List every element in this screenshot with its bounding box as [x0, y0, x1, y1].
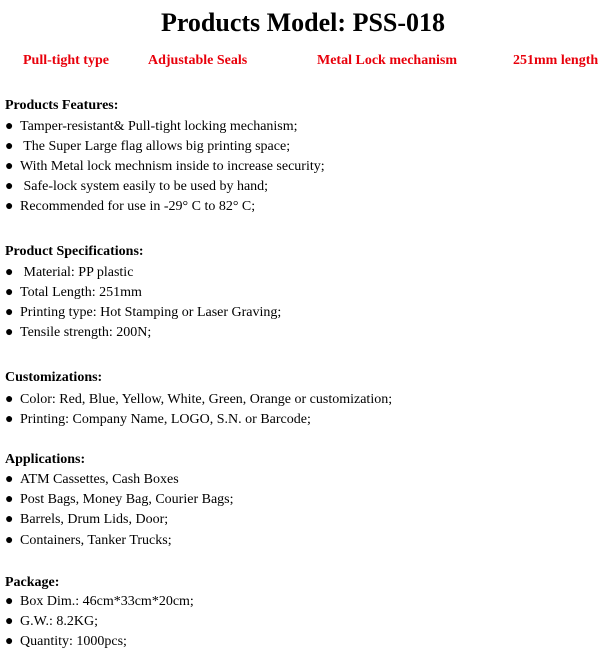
bullet-icon: ● — [5, 199, 14, 214]
section-heading-applications: Applications: — [5, 452, 86, 467]
feature-item: ● The Super Large flag allows big printing space; — [5, 139, 291, 154]
bullet-icon: ● — [5, 285, 14, 300]
bullet-icon: ● — [5, 594, 14, 609]
section-heading-customizations: Customizations: — [5, 370, 103, 385]
customization-item: ● Color: Red, Blue, Yellow, White, Green, Orange or customization; — [5, 392, 393, 407]
application-item: ● Barrels, Drum Lids, Door; — [5, 512, 169, 527]
tag-adjustable: Adjustable Seals — [148, 53, 248, 68]
tag-metal-lock: Metal Lock mechanism — [317, 53, 457, 68]
bullet-icon: ● — [5, 305, 14, 320]
bullet-icon: ● — [5, 412, 14, 427]
spec-item: ● Material: PP plastic — [5, 265, 134, 280]
bullet-icon: ● — [5, 119, 14, 134]
bullet-icon: ● — [5, 614, 14, 629]
feature-item: ● With Metal lock mechnism inside to increase security; — [5, 159, 325, 174]
section-heading-features: Products Features: — [5, 98, 119, 113]
section-heading-package: Package: — [5, 575, 60, 590]
bullet-icon: ● — [5, 634, 14, 649]
bullet-icon: ● — [5, 472, 14, 487]
feature-item: ● Recommended for use in -29° C to 82° C; — [5, 199, 256, 214]
application-item: ● ATM Cassettes, Cash Boxes — [5, 472, 179, 487]
application-item: ● Post Bags, Money Bag, Courier Bags; — [5, 492, 234, 507]
feature-item: ● Safe-lock system easily to be used by hand; — [5, 179, 269, 194]
bullet-icon: ● — [5, 533, 14, 548]
bullet-icon: ● — [5, 512, 14, 527]
section-heading-specifications: Product Specifications: — [5, 244, 144, 259]
package-item: ● Quantity: 1000pcs; — [5, 634, 127, 649]
bullet-icon: ● — [5, 139, 14, 154]
feature-item: ● Tamper-resistant& Pull-tight locking mechanism; — [5, 119, 298, 134]
package-item: ● G.W.: 8.2KG; — [5, 614, 99, 629]
tag-pull-tight: Pull-tight type — [23, 53, 109, 68]
bullet-icon: ● — [5, 265, 14, 280]
customization-item: ● Printing: Company Name, LOGO, S.N. or Barcode; — [5, 412, 311, 427]
bullet-icon: ● — [5, 179, 14, 194]
package-item: ● Box Dim.: 46cm*33cm*20cm; — [5, 594, 194, 609]
bullet-icon: ● — [5, 492, 14, 507]
application-item: ● Containers, Tanker Trucks; — [5, 533, 172, 548]
tag-length: 251mm length — [513, 53, 599, 68]
bullet-icon: ● — [5, 392, 14, 407]
spec-item: ● Tensile strength: 200N; — [5, 325, 152, 340]
spec-item: ● Total Length: 251mm — [5, 285, 142, 300]
spec-item: ● Printing type: Hot Stamping or Laser Graving; — [5, 305, 282, 320]
product-title: Products Model: PSS-018 — [160, 8, 446, 37]
bullet-icon: ● — [5, 159, 14, 174]
bullet-icon: ● — [5, 325, 14, 340]
